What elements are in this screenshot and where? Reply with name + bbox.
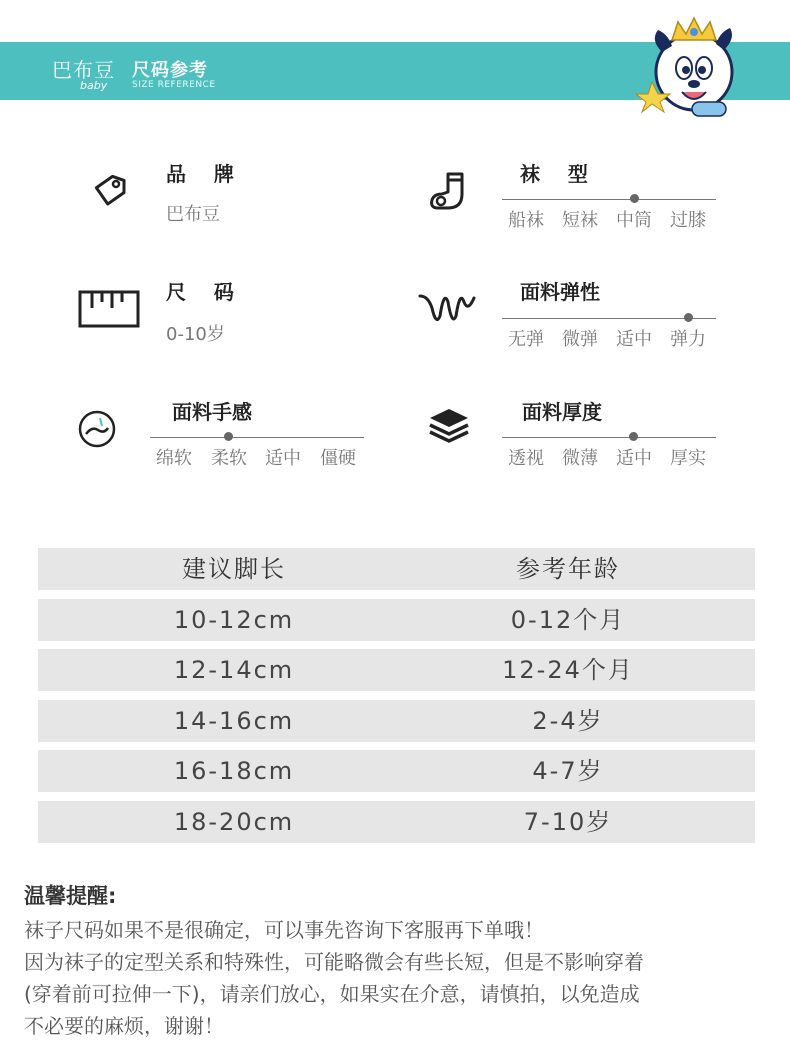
notes-line: 不必要的麻烦，谢谢！ [24, 1014, 224, 1038]
sock-type-option: 短袜 [562, 210, 598, 231]
brand-logo-text: 巴布豆 [52, 58, 115, 82]
notes-line: 因为袜子的定型关系和特殊性，可能略微会有些长短，但是不影响穿着 [24, 950, 644, 974]
hand-feel-option: 适中 [265, 448, 301, 469]
sock-icon [426, 168, 472, 214]
elasticity-option: 适中 [616, 329, 652, 350]
sock-type-option: 过膝 [670, 210, 706, 231]
sock-type-scale-marker [630, 194, 639, 203]
table-row [38, 700, 755, 742]
age-cell: 0-12个月 [510, 606, 626, 634]
table-header-cell: 建议脚长 [182, 555, 286, 583]
ruler-icon [78, 286, 140, 332]
touch-icon [74, 406, 120, 452]
foot-length-cell: 18-20cm [173, 808, 295, 836]
foot-length-cell: 12-14cm [173, 656, 295, 684]
table-header-cell: 参考年龄 [516, 555, 620, 583]
table-row [38, 801, 755, 843]
table-row [38, 750, 755, 792]
age-cell: 12-24个月 [502, 656, 634, 684]
hand-feel-option: 绵软 [156, 448, 192, 469]
elasticity-option: 无弹 [508, 329, 544, 350]
brand-logo-subtext: baby [80, 79, 108, 92]
table-row [38, 599, 755, 641]
thickness-scale-marker [629, 432, 638, 441]
layers-icon [426, 404, 472, 450]
brand-label: 品 牌 [166, 162, 234, 186]
thickness-option: 适中 [616, 448, 652, 469]
age-cell: 2-4岁 [532, 707, 604, 735]
wave-icon [418, 286, 476, 332]
sock-type-option: 船袜 [508, 210, 544, 231]
table-header-row [38, 548, 755, 590]
elasticity-option: 微弹 [562, 329, 598, 350]
foot-length-cell: 14-16cm [173, 707, 295, 735]
size-value: 0-10岁 [166, 324, 225, 345]
age-cell: 4-7岁 [532, 757, 604, 785]
elasticity-scale-marker [684, 313, 693, 322]
hand-feel-option: 僵硬 [320, 448, 356, 469]
hand-feel-option: 柔软 [211, 448, 247, 469]
elasticity-option: 弹力 [670, 329, 706, 350]
sock-type-scale-line [502, 199, 716, 200]
foot-length-cell: 16-18cm [173, 757, 295, 785]
tag-icon [86, 168, 132, 214]
sock-type-option: 中筒 [616, 210, 652, 231]
thickness-scale-line [502, 437, 716, 438]
age-cell: 7-10岁 [523, 808, 613, 836]
table-row [38, 649, 755, 691]
mascot-illustration [632, 10, 742, 120]
notes-line: (穿着前可拉伸一下)，请亲们放心，如果实在介意，请慎拍，以免造成 [24, 982, 640, 1006]
notes-line: 袜子尺码如果不是很确定，可以事先咨询下客服再下单哦！ [24, 918, 544, 942]
hand-feel-label: 面料手感 [172, 400, 252, 424]
page-title: 尺码参考 [132, 60, 208, 81]
page-subtitle: SIZE REFERENCE [132, 80, 216, 90]
hand-feel-scale-marker [224, 432, 233, 441]
thickness-option: 厚实 [670, 448, 706, 469]
foot-length-cell: 10-12cm [173, 606, 295, 634]
sock-type-label: 袜 型 [520, 162, 588, 186]
notes-title: 温馨提醒: [24, 884, 117, 908]
thickness-option: 微薄 [562, 448, 598, 469]
hand-feel-scale-line [150, 437, 364, 438]
elasticity-label: 面料弹性 [520, 280, 600, 304]
size-label: 尺 码 [166, 280, 234, 304]
thickness-option: 透视 [508, 448, 544, 469]
thickness-label: 面料厚度 [522, 400, 602, 424]
brand-value: 巴布豆 [166, 204, 220, 225]
